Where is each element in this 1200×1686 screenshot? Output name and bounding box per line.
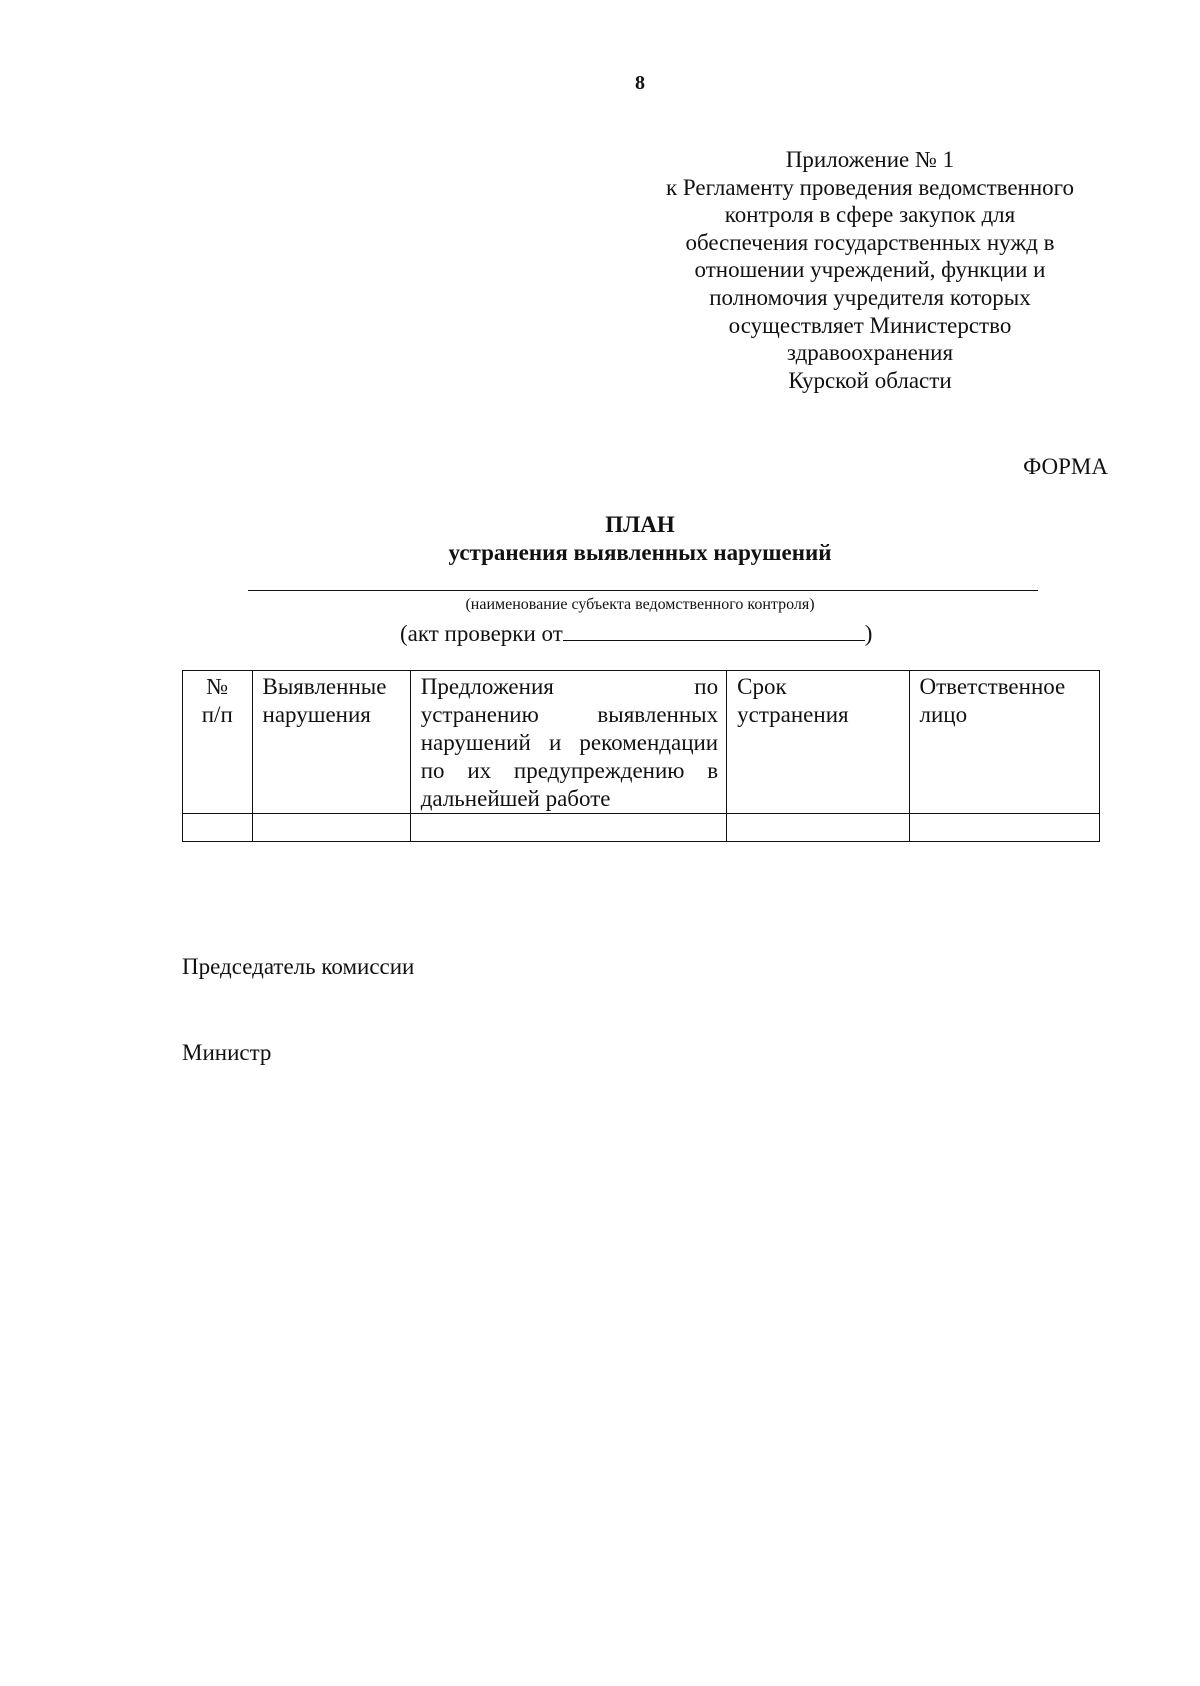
header-text: устранению выявленных <box>420 702 719 727</box>
act-suffix: ) <box>864 621 873 646</box>
page-number: 8 <box>635 72 645 94</box>
table-cell[interactable] <box>727 814 909 842</box>
plan-title: ПЛАН <box>605 512 675 537</box>
header-text: Ответственное <box>919 674 1066 699</box>
table-cell[interactable] <box>909 814 1099 842</box>
appendix-line: контроля в сфере закупок для <box>724 202 1016 228</box>
header-text: устранения <box>737 702 849 727</box>
appendix-line: полномочия учредителя которых <box>709 284 1031 310</box>
appendix-line: Приложение № 1 <box>785 147 955 172</box>
header-text: нарушения <box>262 702 371 727</box>
act-prefix: (акт проверки от <box>400 621 563 646</box>
header-proposals <box>410 671 726 814</box>
header-text: дальнейшей работе <box>420 786 611 811</box>
table-row <box>183 814 1100 842</box>
header-deadline <box>727 671 909 814</box>
minister-label: Министр <box>182 1040 272 1065</box>
table-header-row <box>183 671 1100 814</box>
header-text: по их предупреждению в <box>420 758 719 783</box>
plan-subtitle: устранения выявленных нарушений <box>448 540 832 565</box>
header-text: Выявленные <box>262 674 387 699</box>
table-cell[interactable] <box>410 814 726 842</box>
table-cell[interactable] <box>183 814 253 842</box>
header-text: № <box>206 674 229 699</box>
header-violations <box>252 671 410 814</box>
header-text: Срок <box>737 674 787 699</box>
appendix-line: осуществляет Министерство <box>728 312 1012 338</box>
appendix-block <box>640 146 1100 394</box>
table-cell[interactable] <box>252 814 410 842</box>
subject-caption: (наименование субъекта ведомственного контроля) <box>465 596 815 613</box>
act-date-field[interactable] <box>563 618 865 641</box>
appendix-line: здравоохранения <box>786 340 954 366</box>
appendix-line: к Регламенту проведения ведомственного <box>665 174 1075 200</box>
header-responsible <box>909 671 1099 814</box>
header-text: п/п <box>201 702 233 727</box>
header-text: лицо <box>919 702 968 727</box>
header-text: нарушений и рекомендации <box>420 730 719 755</box>
act-line <box>400 618 872 647</box>
appendix-line: отношении учреждений, функции и <box>694 257 1046 283</box>
chairman-label: Председатель комиссии <box>182 954 415 979</box>
plan-heading <box>0 511 1200 567</box>
subject-name-line[interactable] <box>248 590 1038 591</box>
header-text: Предложения по <box>420 674 719 699</box>
appendix-line: обеспечения государственных нужд в <box>685 229 1055 255</box>
header-number <box>183 671 253 814</box>
violations-plan-table <box>182 670 1100 842</box>
forma-label: ФОРМА <box>1023 454 1108 479</box>
appendix-line: Курской области <box>788 367 952 393</box>
